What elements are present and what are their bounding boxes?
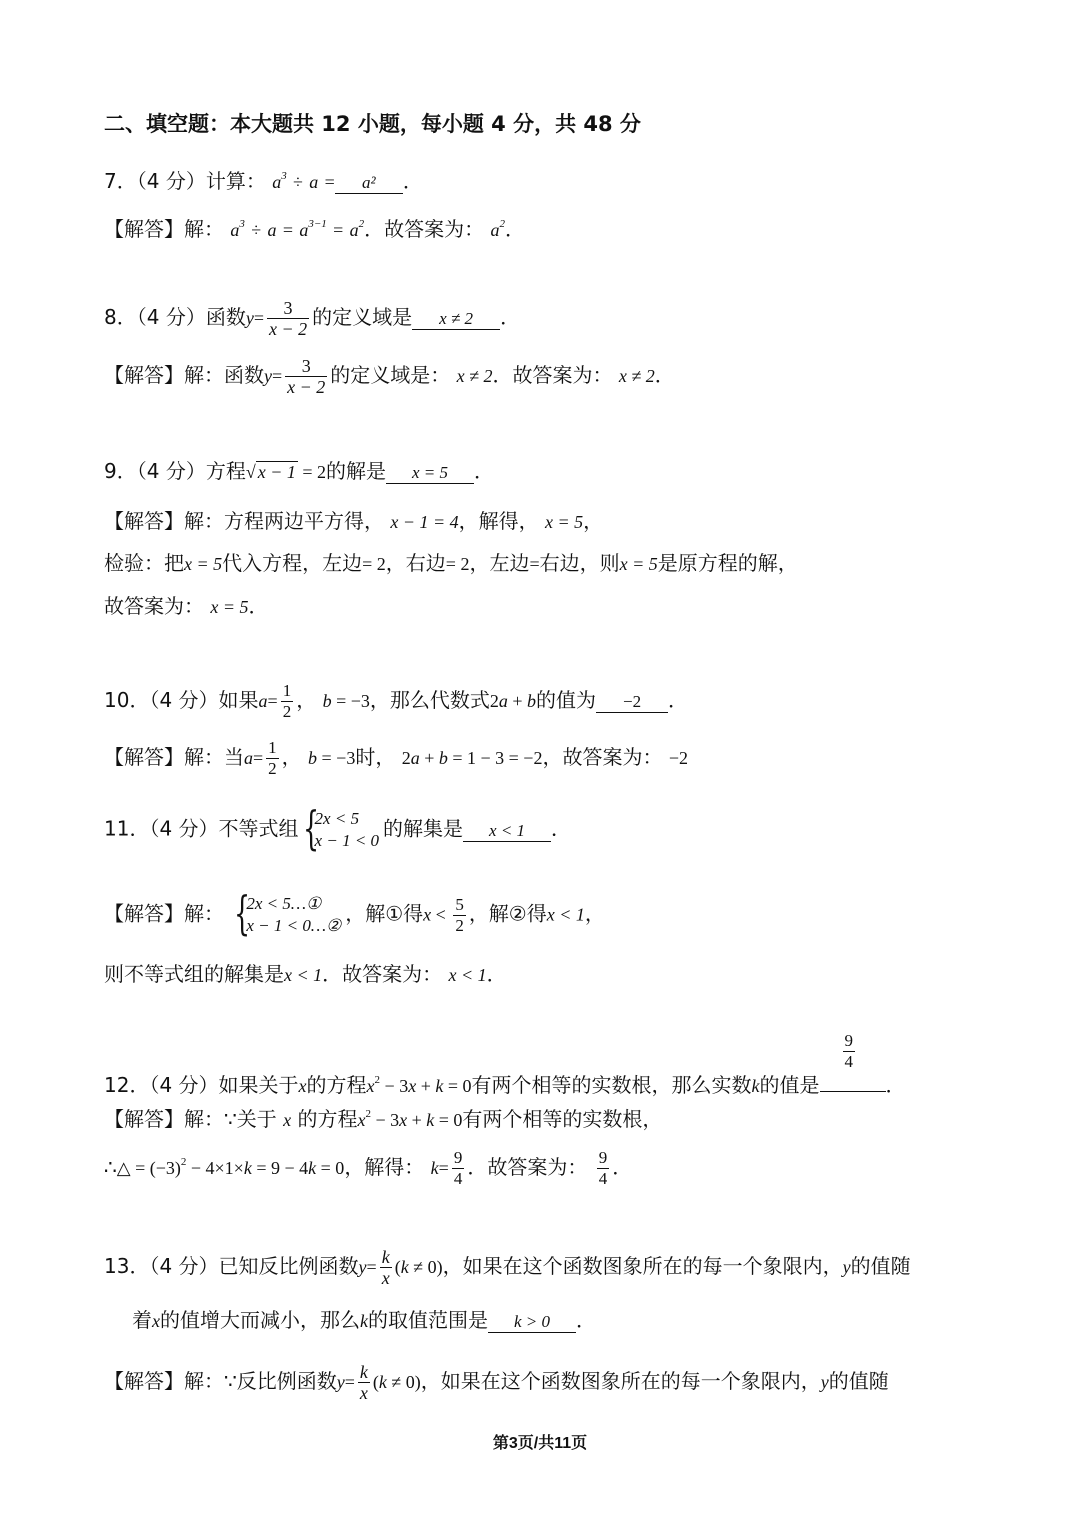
solution-10: 【解答】解：当a= $\frac{1}{2}$ ， b = −3时， 2a + b = 1 − 3 = −2，故答案为： −2 xyxy=(104,738,688,778)
solution-8: 【解答】解：函数y= $\frac{3}{x - 2}$ 的定义域是： x ≠ 2．故答案为： x ≠ 2． xyxy=(104,356,675,397)
question-11: 11．（4 分）不等式组 { 2x < 5 x − 1 < 0 的解集是 x < 1 ． xyxy=(104,801,572,855)
answer-blank: x ≠ 2 xyxy=(412,309,500,330)
question-9: 9．（4 分）方程√ x − 1 = 2的解是 x = 5 ． xyxy=(104,459,495,483)
question-number: 12． xyxy=(104,1073,150,1097)
solution-9-line3: 故答案为： x = 5． xyxy=(104,594,269,618)
question-13: 13．（4 分）已知反比例函数y= $\frac{k}{x}$ (k ≠ 0)，如果在这个函数图象所在的每一个象限内，y的值随 xyxy=(104,1247,911,1288)
question-8: 8．（4 分）函数y= $\frac{3}{x - 2}$ 的定义域是 x ≠ 2 ． xyxy=(104,298,521,339)
solution-9-line2: 检验：把x = 5代入方程，左边= 2，右边= 2，左边=右边，则x = 5是原方程的解， xyxy=(104,551,798,575)
question-number: 9． xyxy=(104,459,137,483)
answer-blank: x = 5 xyxy=(386,463,474,484)
answer-blank: a² xyxy=(335,173,403,194)
question-12: 12．（4 分）如果关于x的方程$x^2 - 3x + k = 0$有两个相等的实数根，那么实数k的值是 $\frac{9}{4}$ ． xyxy=(104,1031,906,1097)
solution-11-line2: 则不等式组的解集是x < 1．故答案为： x < 1． xyxy=(104,962,507,986)
question-number: 10． xyxy=(104,688,150,712)
question-number: 8． xyxy=(104,305,137,329)
solution-11: 【解答】解： { 2x < 5…① x − 1 < 0…② ，解①得x < $\frac{5}{2}$ ，解②得x < 1， xyxy=(104,886,605,940)
question-7: 7．（4 分）计算： $a^3 \div a = a^2$ ． xyxy=(104,169,423,193)
question-number: 11． xyxy=(104,816,150,841)
solution-13: 【解答】解：∵反比例函数y= $\frac{k}{x}$ (k ≠ 0)，如果在这个函数图象所在的每一个象限内，y的值随 xyxy=(104,1362,889,1403)
section-title: 二、填空题：本大题共 12 小题，每小题 4 分，共 48 分 xyxy=(104,112,641,136)
solution-7: 【解答】解： $a^3 \div a = a^{3-1} = a^2$．故答案为： $a^2$． xyxy=(104,217,526,241)
question-10: 10．（4 分）如果a= $\frac{1}{2}$ ， b = −3，那么代数式2a + b的值为 −2 ． xyxy=(104,681,689,721)
question-score: （4 分）计算： xyxy=(136,169,266,193)
solution-12-line1: 【解答】解：∵关于 x 的方程$x^2 - 3x + k = 0$有两个相等的实数根， xyxy=(104,1107,663,1131)
solution-12-line2: ∴△ = $(-3)^2 - 4\times 1\times k = 9 - 4k = 0$，解得： k= $\frac{9}{4}$ ．故答案为： $\frac{9}{4}$ ． xyxy=(104,1148,633,1188)
question-number: 13． xyxy=(104,1254,150,1278)
page-footer: 第3页/共11页 xyxy=(492,1435,588,1452)
solution-9-line1: 【解答】解：方程两边平方得， x − 1 = 4，解得， x = 5， xyxy=(104,509,604,533)
answer-blank: k > 0 xyxy=(488,1312,576,1333)
answer-blank: −2 xyxy=(596,692,668,713)
question-number: 7． xyxy=(104,169,137,193)
answer-blank: $\frac{9}{4}$ xyxy=(820,1071,886,1092)
question-13-line2: 着x的值增大而减小，那么k的取值范围是 k > 0 ． xyxy=(132,1308,596,1332)
answer-blank: x < 1 xyxy=(463,821,551,842)
